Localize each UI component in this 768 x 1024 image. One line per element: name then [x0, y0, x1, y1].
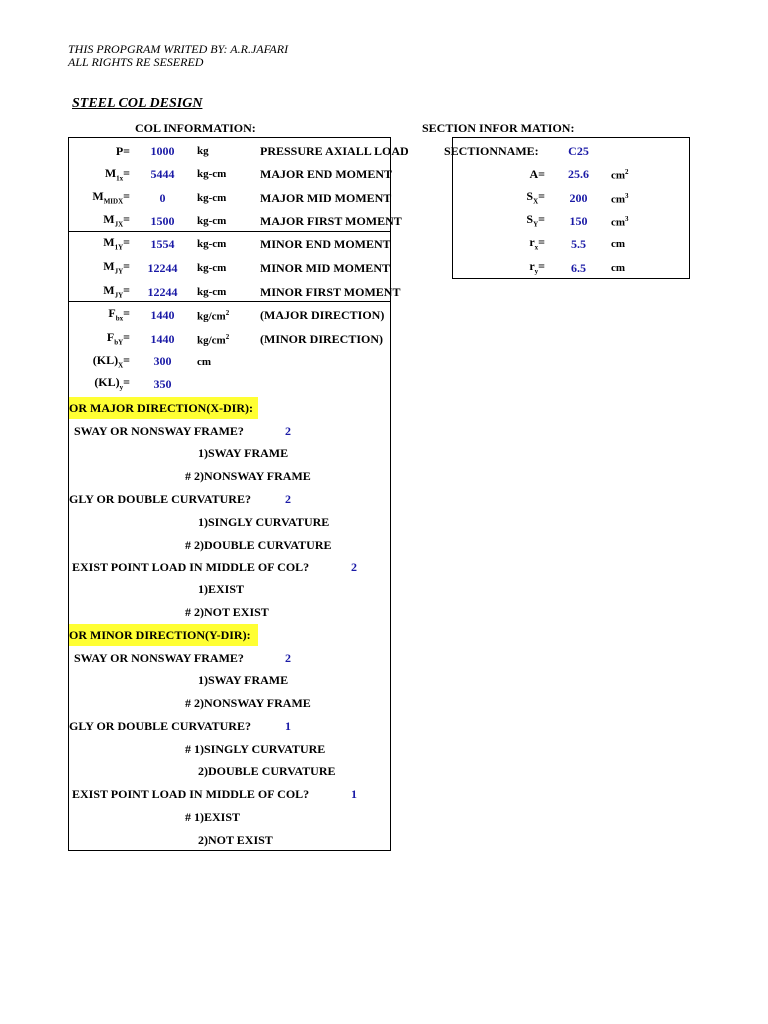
section-label: $r_x=$ [529, 235, 545, 252]
minor-sway-answer[interactable]: 2 [285, 651, 291, 665]
row-label: $F_{bx}=$ [108, 306, 130, 323]
major-curvature-question: GLY OR DOUBLE CURVATURE? [69, 492, 251, 506]
minor-pointload-opt2: 2)NOT EXIST [198, 833, 273, 847]
row-desc: MINOR FIRST MOMENT [260, 285, 401, 299]
row-unit: $kg/cm^2$ [197, 309, 230, 323]
major-pointload-answer[interactable]: 2 [351, 560, 357, 574]
major-pointload-opt2: # 2)NOT EXIST [185, 605, 269, 619]
author-line: THIS PROPGRAM WRITED BY: A.R.JAFARI [68, 42, 289, 56]
minor-curvature-answer[interactable]: 1 [285, 719, 291, 733]
minor-pointload-opt1: # 1)EXIST [185, 810, 241, 824]
minor-sway-opt1: 1)SWAY FRAME [198, 673, 289, 687]
row-label: P= [115, 144, 130, 158]
row-unit: $kg/cm^2$ [197, 333, 230, 347]
row-unit: kg-cm [197, 262, 227, 274]
row-desc: PRESSURE AXIALL LOAD [260, 144, 409, 158]
page-title: STEEL COL DESIGN [72, 96, 203, 111]
divider-1 [68, 231, 391, 232]
col-info-heading: COL INFORMATION: [135, 121, 256, 135]
minor-heading: OR MINOR DIRECTION(Y-DIR): [69, 628, 251, 642]
major-heading: OR MAJOR DIRECTION(X-DIR): [69, 401, 253, 415]
row-label: $M_{JX}=$ [103, 212, 130, 229]
row-desc: MAJOR FIRST MOMENT [260, 214, 402, 228]
section-label: $S_X=$ [526, 189, 545, 206]
row-value[interactable]: 1440 [150, 308, 175, 322]
section-value[interactable]: 150 [569, 214, 588, 228]
rights-line: ALL RIGHTS RE SESERED [68, 55, 204, 69]
major-curvature-opt2: # 2)DOUBLE CURVATURE [185, 538, 332, 552]
row-unit: kg-cm [197, 238, 227, 250]
row-label: $F_{bY}=$ [106, 330, 130, 347]
section-value[interactable]: 25.6 [568, 167, 589, 181]
section-name-value[interactable]: C25 [568, 144, 589, 158]
row-unit: kg-cm [197, 192, 227, 204]
row-label: $M_{1x}=$ [104, 166, 130, 183]
row-unit: kg-cm [197, 286, 227, 298]
section-unit: $cm^3$ [611, 192, 629, 206]
major-pointload-opt1: 1)EXIST [198, 582, 245, 596]
row-desc: (MAJOR DIRECTION) [260, 308, 385, 322]
row-unit: cm [197, 356, 212, 368]
row-value[interactable]: 5444 [150, 167, 175, 181]
major-curvature-opt1: 1)SINGLY CURVATURE [198, 515, 330, 529]
row-label: $(KL)_y=$ [94, 375, 130, 392]
row-label: $M_{JY}=$ [103, 259, 130, 276]
major-sway-question: SWAY OR NONSWAY FRAME? [74, 424, 244, 438]
minor-curvature-opt2: 2)DOUBLE CURVATURE [198, 764, 336, 778]
row-value[interactable]: 1000 [150, 144, 175, 158]
row-value[interactable]: 1554 [150, 237, 175, 251]
section-info-heading: SECTION INFOR MATION: [422, 121, 575, 135]
section-unit: cm [611, 262, 626, 274]
section-name-label: SECTIONNAME: [444, 144, 539, 158]
row-value[interactable]: 12244 [147, 261, 178, 275]
row-label: $M_{1Y}=$ [103, 235, 130, 252]
row-desc: MINOR MID MOMENT [260, 261, 390, 275]
section-value[interactable]: 6.5 [571, 261, 586, 275]
row-label: $(KL)_X=$ [92, 353, 130, 370]
row-unit: kg-cm [197, 168, 227, 180]
row-desc: MINOR END MOMENT [260, 237, 391, 251]
minor-sway-opt2: # 2)NONSWAY FRAME [185, 696, 311, 710]
minor-pointload-question: EXIST POINT LOAD IN MIDDLE OF COL? [72, 787, 310, 801]
section-unit: $cm^3$ [611, 215, 629, 229]
minor-pointload-answer[interactable]: 1 [351, 787, 357, 801]
row-label: $M_{MIDX}=$ [92, 189, 130, 206]
row-desc: (MINOR DIRECTION) [260, 332, 383, 346]
section-unit: $cm^2$ [611, 168, 629, 182]
row-desc: MAJOR END MOMENT [260, 167, 392, 181]
minor-sway-question: SWAY OR NONSWAY FRAME? [74, 651, 244, 665]
major-sway-answer[interactable]: 2 [285, 424, 291, 438]
row-desc: MAJOR MID MOMENT [260, 191, 392, 205]
section-label: $r_y=$ [529, 259, 545, 276]
section-value[interactable]: 5.5 [571, 237, 586, 251]
minor-curvature-question: GLY OR DOUBLE CURVATURE? [69, 719, 251, 733]
major-pointload-question: EXIST POINT LOAD IN MIDDLE OF COL? [72, 560, 310, 574]
row-value[interactable]: 0 [159, 191, 166, 205]
row-value[interactable]: 1440 [150, 332, 175, 346]
section-label: A= [529, 167, 545, 181]
row-unit: kg [197, 145, 209, 157]
major-curvature-answer[interactable]: 2 [285, 492, 291, 506]
minor-curvature-opt1: # 1)SINGLY CURVATURE [185, 742, 326, 756]
row-value[interactable]: 300 [153, 354, 172, 368]
row-unit: kg-cm [197, 215, 227, 227]
section-value[interactable]: 200 [569, 191, 588, 205]
section-label: $S_Y=$ [526, 212, 545, 229]
row-value[interactable]: 12244 [147, 285, 178, 299]
divider-2 [68, 301, 391, 302]
section-unit: cm [611, 238, 626, 250]
major-sway-opt2: # 2)NONSWAY FRAME [185, 469, 311, 483]
major-sway-opt1: 1)SWAY FRAME [198, 446, 289, 460]
row-label: $M_{JY}=$ [103, 283, 130, 300]
row-value[interactable]: 350 [153, 377, 172, 391]
row-value[interactable]: 1500 [150, 214, 175, 228]
